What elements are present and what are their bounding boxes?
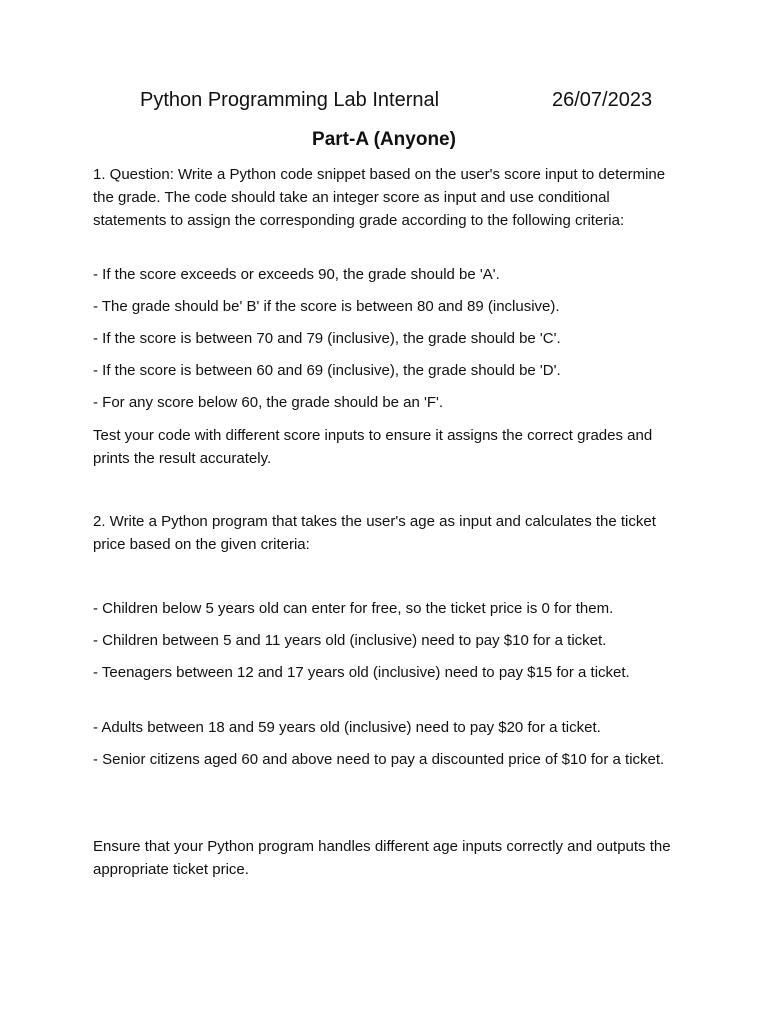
question-2-closing: Ensure that your Python program handles different age inputs correctly and outputs the appropriate ticket price. — [93, 838, 671, 878]
question-2-criterion-4: - Adults between 18 and 59 years old (inclusive) need to pay $20 for a ticket. — [93, 719, 601, 736]
question-2-intro: 2. Write a Python program that takes the user's age as input and calculates the ticket price based on the given criteria: — [93, 513, 656, 553]
question-1-criterion-5: - For any score below 60, the grade should be an 'F'. — [93, 394, 444, 411]
question-1-intro: 1. Question: Write a Python code snippet based on the user's score input to determine the grade. The code should take an integer score as input and use conditional statements to assign the corresponding grade according to the following criteria: — [93, 166, 666, 229]
question-2-criterion-5: - Senior citizens aged 60 and above need to pay a discounted price of $10 for a ticket. — [93, 751, 665, 768]
question-1-criterion-1: - If the score exceeds or exceeds 90, the grade should be 'A'. — [93, 266, 500, 283]
question-1-closing: Test your code with different score inputs to ensure it assigns the correct grades and prints the result accurately. — [93, 427, 653, 467]
question-2-criterion-2: - Children between 5 and 11 years old (inclusive) need to pay $10 for a ticket. — [93, 632, 607, 649]
section-title: Part-A (Anyone) — [312, 129, 456, 150]
question-1-criterion-4: - If the score is between 60 and 69 (inclusive), the grade should be 'D'. — [93, 362, 561, 379]
document-header — [0, 86, 768, 118]
document-title: Python Programming Lab Internal — [140, 89, 440, 111]
question-1-criterion-2: - The grade should be' B' if the score is between 80 and 89 (inclusive). — [93, 298, 560, 315]
question-2-criterion-1: - Children below 5 years old can enter for free, so the ticket price is 0 for them. — [93, 600, 614, 617]
question-1-criterion-3: - If the score is between 70 and 79 (inclusive), the grade should be 'C'. — [93, 330, 561, 347]
question-2-criterion-3: - Teenagers between 12 and 17 years old (inclusive) need to pay $15 for a ticket. — [93, 664, 630, 681]
document-date: 26/07/2023 — [552, 89, 653, 111]
